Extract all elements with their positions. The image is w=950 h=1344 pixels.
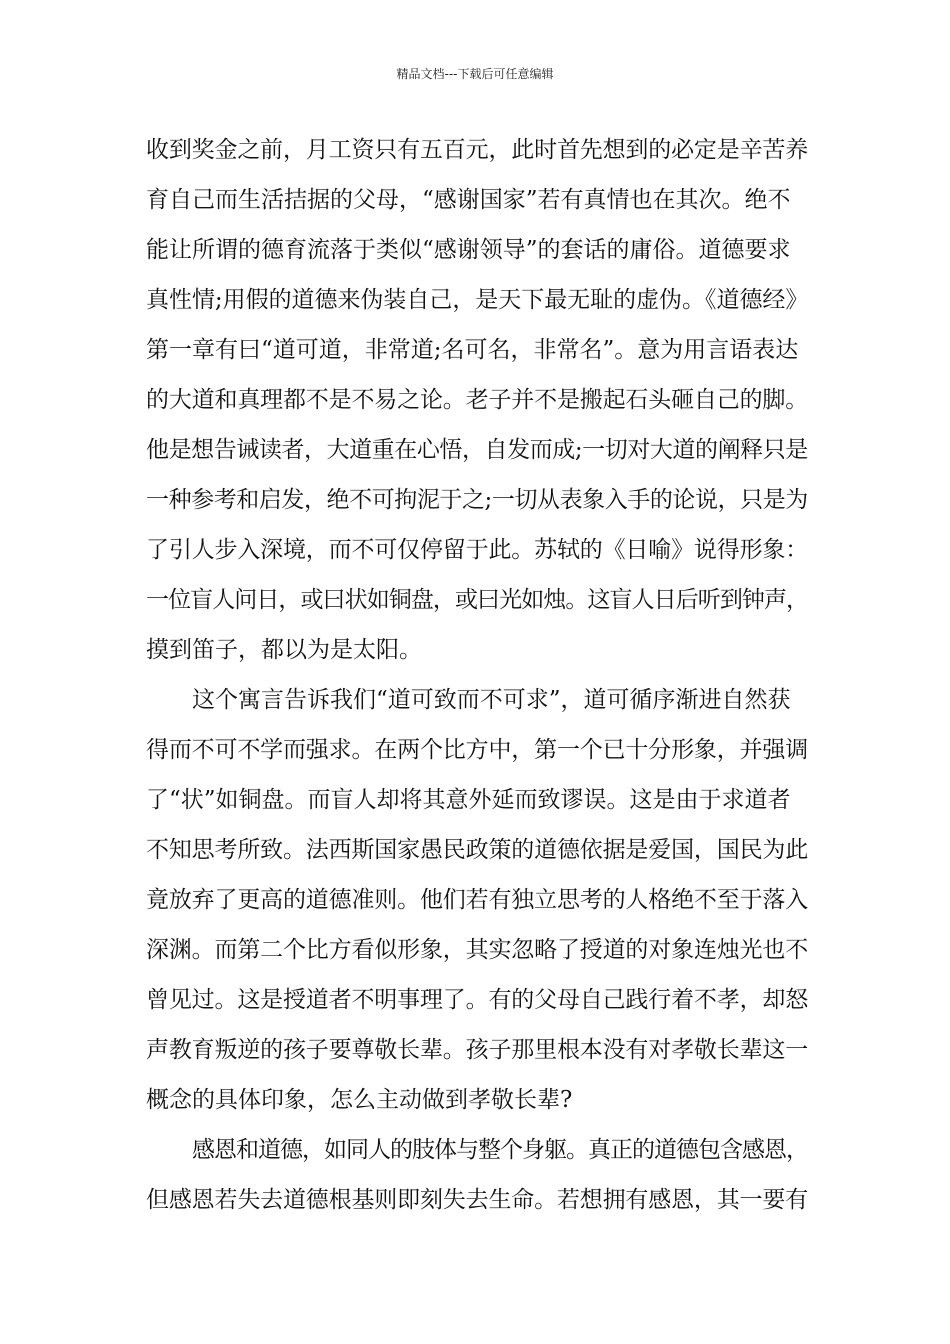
text-line: 感恩和道德，如同人的肢体与整个身躯。真正的道德包含感恩， xyxy=(192,1137,808,1163)
text-line: 曾见过。这是授道者不明事理了。有的父母自己践行着不孝，却怒 xyxy=(146,987,809,1013)
page-header: 精品文档---下载后可任意编辑 xyxy=(396,67,554,81)
text-line: 第一章有曰“道可道，非常道;名可名，非常名”。意为用言语表达 xyxy=(146,337,799,363)
text-line: 能让所谓的德育流落于类似“感谢领导”的套话的庸俗。道德要求 xyxy=(146,237,791,263)
text-line: 真性情;用假的道德来伪装自己，是天下最无耻的虚伪。《道德经》 xyxy=(146,287,809,313)
text-line: 他是想告诫读者，大道重在心悟，自发而成;一切对大道的阐释只是 xyxy=(146,437,808,463)
text-line: 深渊。而第二个比方看似形象，其实忽略了授道的对象连烛光也不 xyxy=(146,937,809,963)
paragraph-2 xyxy=(146,675,808,1125)
text-line: 不知思考所致。法西斯国家愚民政策的道德依据是爱国，国民为此 xyxy=(146,837,809,863)
text-line: 得而不可不学而强求。在两个比方中，第一个已十分形象，并强调 xyxy=(146,737,809,763)
text-line: 收到奖金之前，月工资只有五百元，此时首先想到的必定是辛苦养 xyxy=(146,137,809,163)
text-line: 竟放弃了更高的道德准则。他们若有独立思考的人格绝不至于落入 xyxy=(146,887,809,913)
text-line: 育自己而生活拮据的父母，“感谢国家”若有真情也在其次。绝不 xyxy=(146,187,791,213)
text-line: 这个寓言告诉我们“道可致而不可求”，道可循序渐进自然获 xyxy=(192,687,791,713)
text-line: 了引人步入深境，而不可仅停留于此。苏轼的《日喻》说得形象： xyxy=(146,537,809,563)
document-body xyxy=(146,125,808,1225)
text-line: 一位盲人问日，或曰状如铜盘，或曰光如烛。这盲人日后听到钟声， xyxy=(146,587,809,613)
text-line: 声教育叛逆的孩子要尊敬长辈。孩子那里根本没有对孝敬长辈这一 xyxy=(146,1037,809,1063)
text-line: 摸到笛子，都以为是太阳。 xyxy=(146,637,422,663)
paragraph-1 xyxy=(146,125,808,675)
text-line: 概念的具体印象，怎么主动做到孝敬长辈? xyxy=(146,1087,573,1113)
paragraph-3 xyxy=(146,1125,808,1225)
text-line: 了“状”如铜盘。而盲人却将其意外延而致谬误。这是由于求道者 xyxy=(146,787,791,813)
text-line: 的大道和真理都不是不易之论。老子并不是搬起石头砸自己的脚。 xyxy=(146,387,809,413)
text-line: 一种参考和启发，绝不可拘泥于之;一切从表象入手的论说，只是为 xyxy=(146,487,808,513)
text-line: 但感恩若失去道德根基则即刻失去生命。若想拥有感恩，其一要有 xyxy=(146,1187,809,1213)
